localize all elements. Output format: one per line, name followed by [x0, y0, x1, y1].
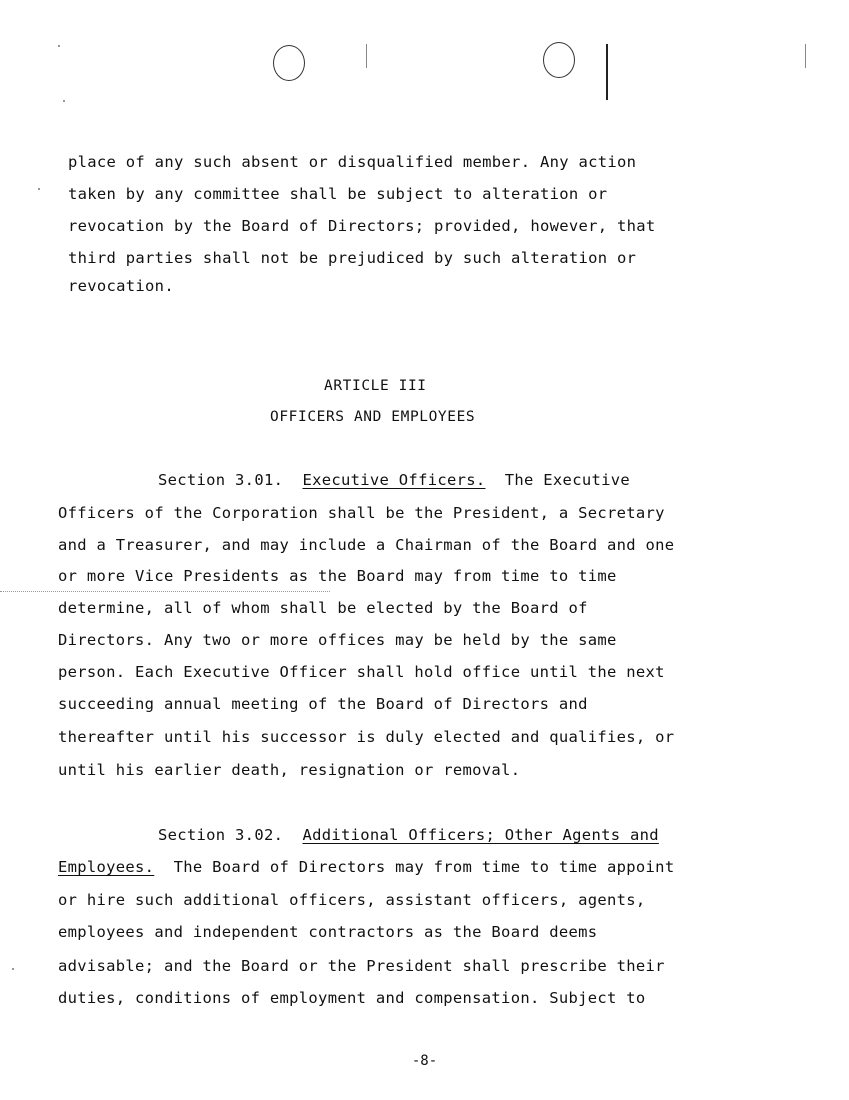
- scan-speck: [38, 188, 40, 190]
- text-line: succeeding annual meeting of the Board of Directors and: [58, 695, 588, 713]
- text-line: third parties shall not be prejudiced by such alteration or: [68, 249, 637, 267]
- article-title: OFFICERS AND EMPLOYEES: [270, 409, 476, 425]
- section-label: Section 3.02.: [158, 826, 284, 844]
- scan-mark: [366, 44, 367, 68]
- text-fragment: The Board of Directors may from time to time appoint: [173, 858, 675, 876]
- section-heading: Executive Officers.: [302, 471, 486, 489]
- text-line: Officers of the Corporation shall be the President, a Secretary: [58, 504, 665, 522]
- scan-rule: [0, 591, 330, 592]
- text-line: revocation.: [68, 277, 174, 295]
- section-heading-continued: Employees.: [58, 858, 155, 876]
- text-line: or hire such additional officers, assistant officers, agents,: [58, 891, 646, 909]
- article-number: ARTICLE III: [324, 378, 427, 394]
- scan-speck: [58, 45, 60, 47]
- section-label: Section 3.01.: [158, 471, 284, 489]
- section-3-02-first-line: [158, 825, 659, 845]
- text-line: advisable; and the Board or the President shall prescribe their: [58, 957, 665, 975]
- text-line: person. Each Executive Officer shall hold office until the next: [58, 663, 665, 681]
- scan-speck: [63, 100, 65, 102]
- binder-hole-icon: [543, 42, 575, 78]
- binder-hole-icon: [273, 45, 305, 81]
- text-line: duties, conditions of employment and compensation. Subject to: [58, 989, 646, 1007]
- text-line: place of any such absent or disqualified member. Any action: [68, 153, 637, 171]
- text-fragment: The Executive: [504, 471, 630, 489]
- text-line: taken by any committee shall be subject to alteration or: [68, 185, 608, 203]
- page-number: -8-: [411, 1053, 438, 1069]
- text-line: revocation by the Board of Directors; provided, however, that: [68, 217, 656, 235]
- scan-mark: [606, 44, 608, 100]
- text-line: and a Treasurer, and may include a Chairman of the Board and one: [58, 536, 675, 554]
- text-line: determine, all of whom shall be elected by the Board of: [58, 599, 588, 617]
- scan-speck: [12, 968, 14, 970]
- text-line: until his earlier death, resignation or removal.: [58, 761, 521, 779]
- section-3-02-second-line: [58, 857, 674, 877]
- text-line: employees and independent contractors as the Board deems: [58, 923, 598, 941]
- text-line: thereafter until his successor is duly elected and qualifies, or: [58, 728, 675, 746]
- section-heading: Additional Officers; Other Agents and: [302, 826, 659, 844]
- text-line: Directors. Any two or more offices may be held by the same: [58, 631, 617, 649]
- section-3-01-first-line: [158, 470, 630, 490]
- text-line: or more Vice Presidents as the Board may from time to time: [58, 567, 617, 585]
- scan-mark: [805, 44, 806, 68]
